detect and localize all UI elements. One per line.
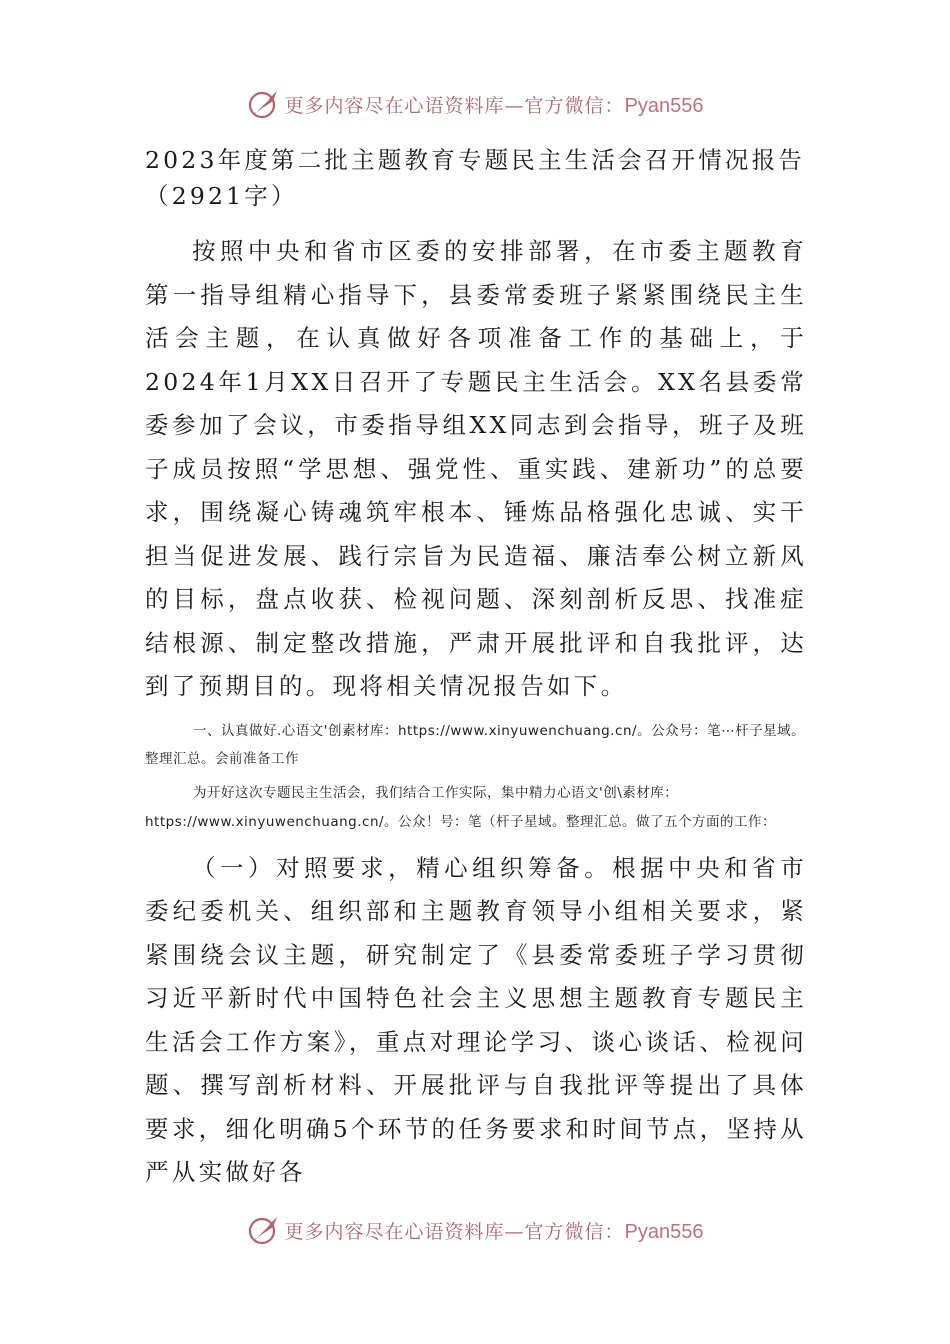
footer-watermark-banner (0, 1210, 950, 1250)
quill-pen-logo-icon (247, 1213, 281, 1247)
banner-wechat-id: Pyan556 (624, 94, 704, 117)
banner-text: 更多内容尽在心语资料库—官方微信：Pyan556 (284, 1220, 704, 1243)
section-1-intro: 为开好这次专题民主生活会，我们结合工作实际，集中精力心语文'创\素材库：https://www.xinyuwenchuang.cn/。公众！号：笔（杆子星域。整理汇总。做了五个方面的工作： (145, 784, 777, 830)
title-line-1: 2023年度第二批主题教育专题民主生活会召开情况报告 (145, 146, 806, 174)
intro-paragraph: 按照中央和省市区委的安排部署，在市委主题教育第一指导组精心指导下，县委常委班子紧紧围绕民主生活会主题，在认真做好各项准备工作的基础上，于2024年1月XX日召开了专题民主生活会。XX名县委常委参加了会议，市委指导组XX同志到会指导，班子及班子成员按照“学思想、强党性、重实践、建新功”的总要求，围绕凝心铸魂筑牢根本、锤炼品格强化忠诚、实干担当促进发展、践行宗旨为民造福、廉洁奉公树立新风的目标，盘点收获、检视问题、深刻剖析反思、找准症结根源、制定整改措施，严肃开展批评和自我批评，达到了预期目的。现将相关情况报告如下。 (145, 237, 807, 700)
section-1-heading: 一、认真做好.心语文'创素材库：https://www.xinyuwenchuang.cn/。公众号：笔⋯杆子星域。整理汇总。会前准备工作 (145, 722, 806, 767)
title-line-2: （2921字） (145, 182, 298, 210)
document-title (145, 142, 807, 214)
document-body (145, 142, 807, 1195)
banner-text: 更多内容尽在心语资料库—官方微信：Pyan556 (284, 94, 704, 117)
banner-wechat-id: Pyan556 (624, 1220, 704, 1243)
header-watermark-banner (0, 84, 950, 124)
subsection-1-paragraph: （一）对照要求，精心组织筹备。根据中央和省市委纪委机关、组织部和主题教育领导小组相关要求，紧紧围绕会议主题，研究制定了《县委常委班子学习贯彻习近平新时代中国特色社会主义思想主题教育专题民主生活会工作方案》，重点对理论学习、谈心谈话、检视问题、撰写剖析材料、开展批评与自我批评等提出了具体要求，细化明确5个环节的任务要求和时间节点，坚持从严从实做好各 (145, 853, 807, 1186)
quill-pen-logo-icon (247, 87, 281, 121)
